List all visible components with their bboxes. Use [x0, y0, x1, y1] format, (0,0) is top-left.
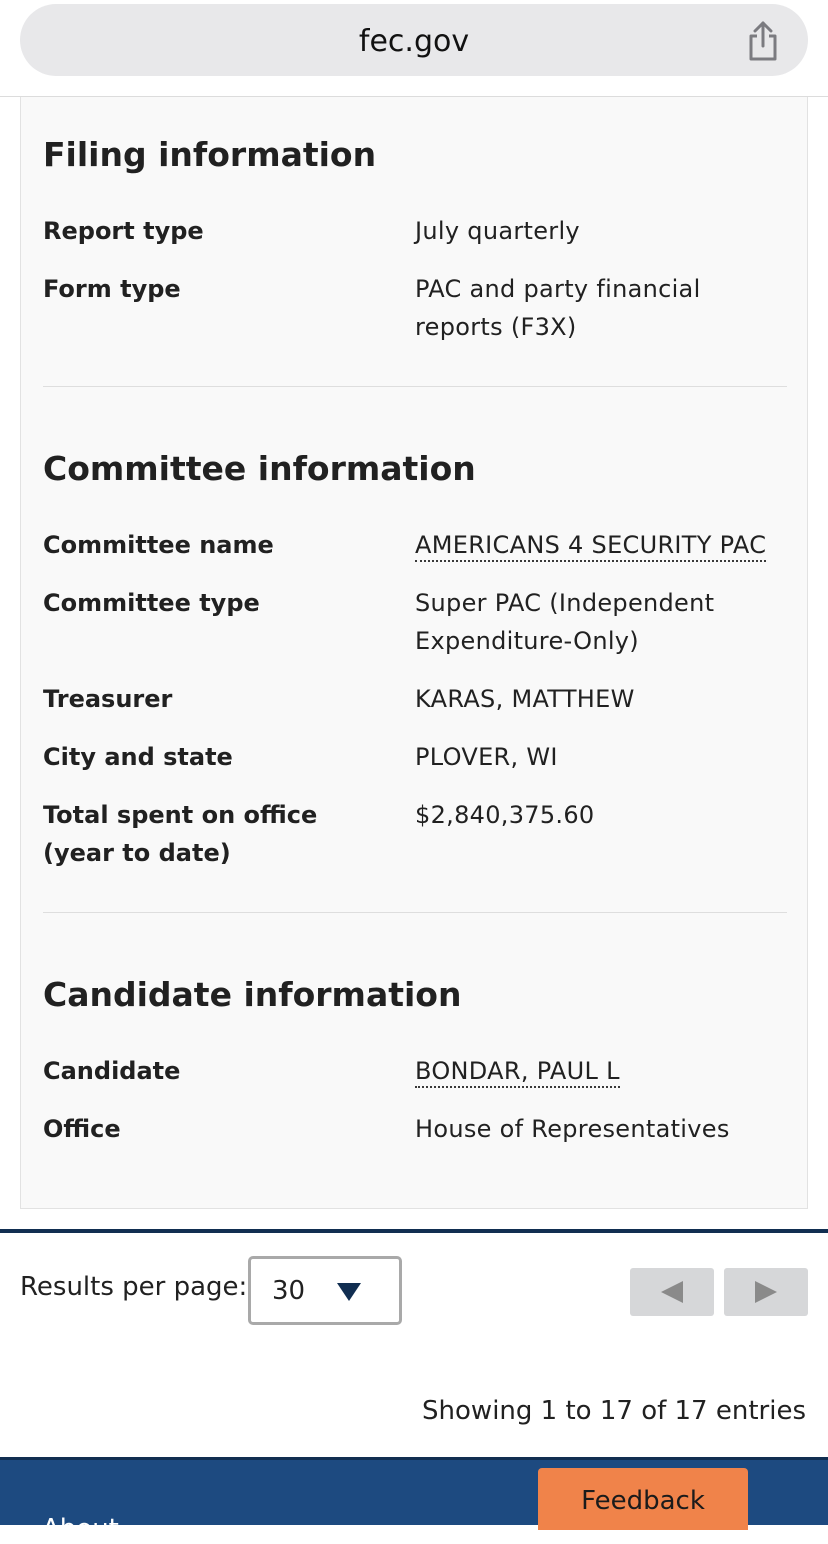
city-state-value: PLOVER, WI [415, 743, 558, 771]
candidate-label: Candidate [43, 1057, 181, 1085]
feedback-button[interactable]: Feedback [538, 1468, 748, 1530]
treasurer-value: KARAS, MATTHEW [415, 685, 635, 713]
total-spent-label: Total spent on office (year to date) [43, 801, 318, 867]
committee-name-value[interactable]: AMERICANS 4 SECURITY PAC [415, 531, 766, 562]
total-spent-value: $2,840,375.60 [415, 801, 595, 829]
report-type-value: July quarterly [415, 217, 580, 245]
triangle-down-icon [337, 1283, 361, 1301]
footer-about-link[interactable]: About [42, 1514, 119, 1544]
candidate-information-heading: Candidate information [43, 975, 462, 1014]
share-icon[interactable] [746, 20, 780, 62]
candidate-value[interactable]: BONDAR, PAUL L [415, 1057, 620, 1088]
next-page-button[interactable] [724, 1268, 808, 1316]
treasurer-label: Treasurer [43, 685, 173, 713]
committee-name-label: Committee name [43, 531, 274, 559]
filing-details-panel [20, 97, 808, 1209]
office-label: Office [43, 1115, 121, 1143]
section-divider [43, 386, 787, 387]
committee-type-label: Committee type [43, 589, 260, 617]
committee-name-link[interactable] [415, 526, 795, 564]
previous-page-button[interactable] [630, 1268, 714, 1316]
report-type-label: Report type [43, 217, 204, 245]
url-field[interactable] [20, 4, 808, 76]
form-type-value: PAC and party financial reports (F3X) [415, 275, 701, 341]
results-per-page-value: 30 [272, 1276, 306, 1306]
results-per-page-select[interactable] [248, 1256, 402, 1325]
office-value: House of Representatives [415, 1115, 730, 1143]
table-bottom-rule [0, 1229, 828, 1233]
triangle-left-icon [661, 1281, 683, 1303]
committee-type-value: Super PAC (Independent Expenditure-Only) [415, 589, 715, 655]
committee-information-heading: Committee information [43, 449, 476, 488]
form-type-label: Form type [43, 275, 181, 303]
url-text: fec.gov [358, 24, 470, 59]
entries-count-text: Showing 1 to 17 of 17 entries [422, 1396, 806, 1426]
results-per-page-label: Results per page: [20, 1272, 248, 1302]
browser-address-bar [0, 0, 828, 97]
candidate-link[interactable] [415, 1052, 795, 1090]
triangle-right-icon [755, 1281, 777, 1303]
section-divider [43, 912, 787, 913]
city-state-label: City and state [43, 743, 233, 771]
filing-information-heading: Filing information [43, 135, 377, 174]
